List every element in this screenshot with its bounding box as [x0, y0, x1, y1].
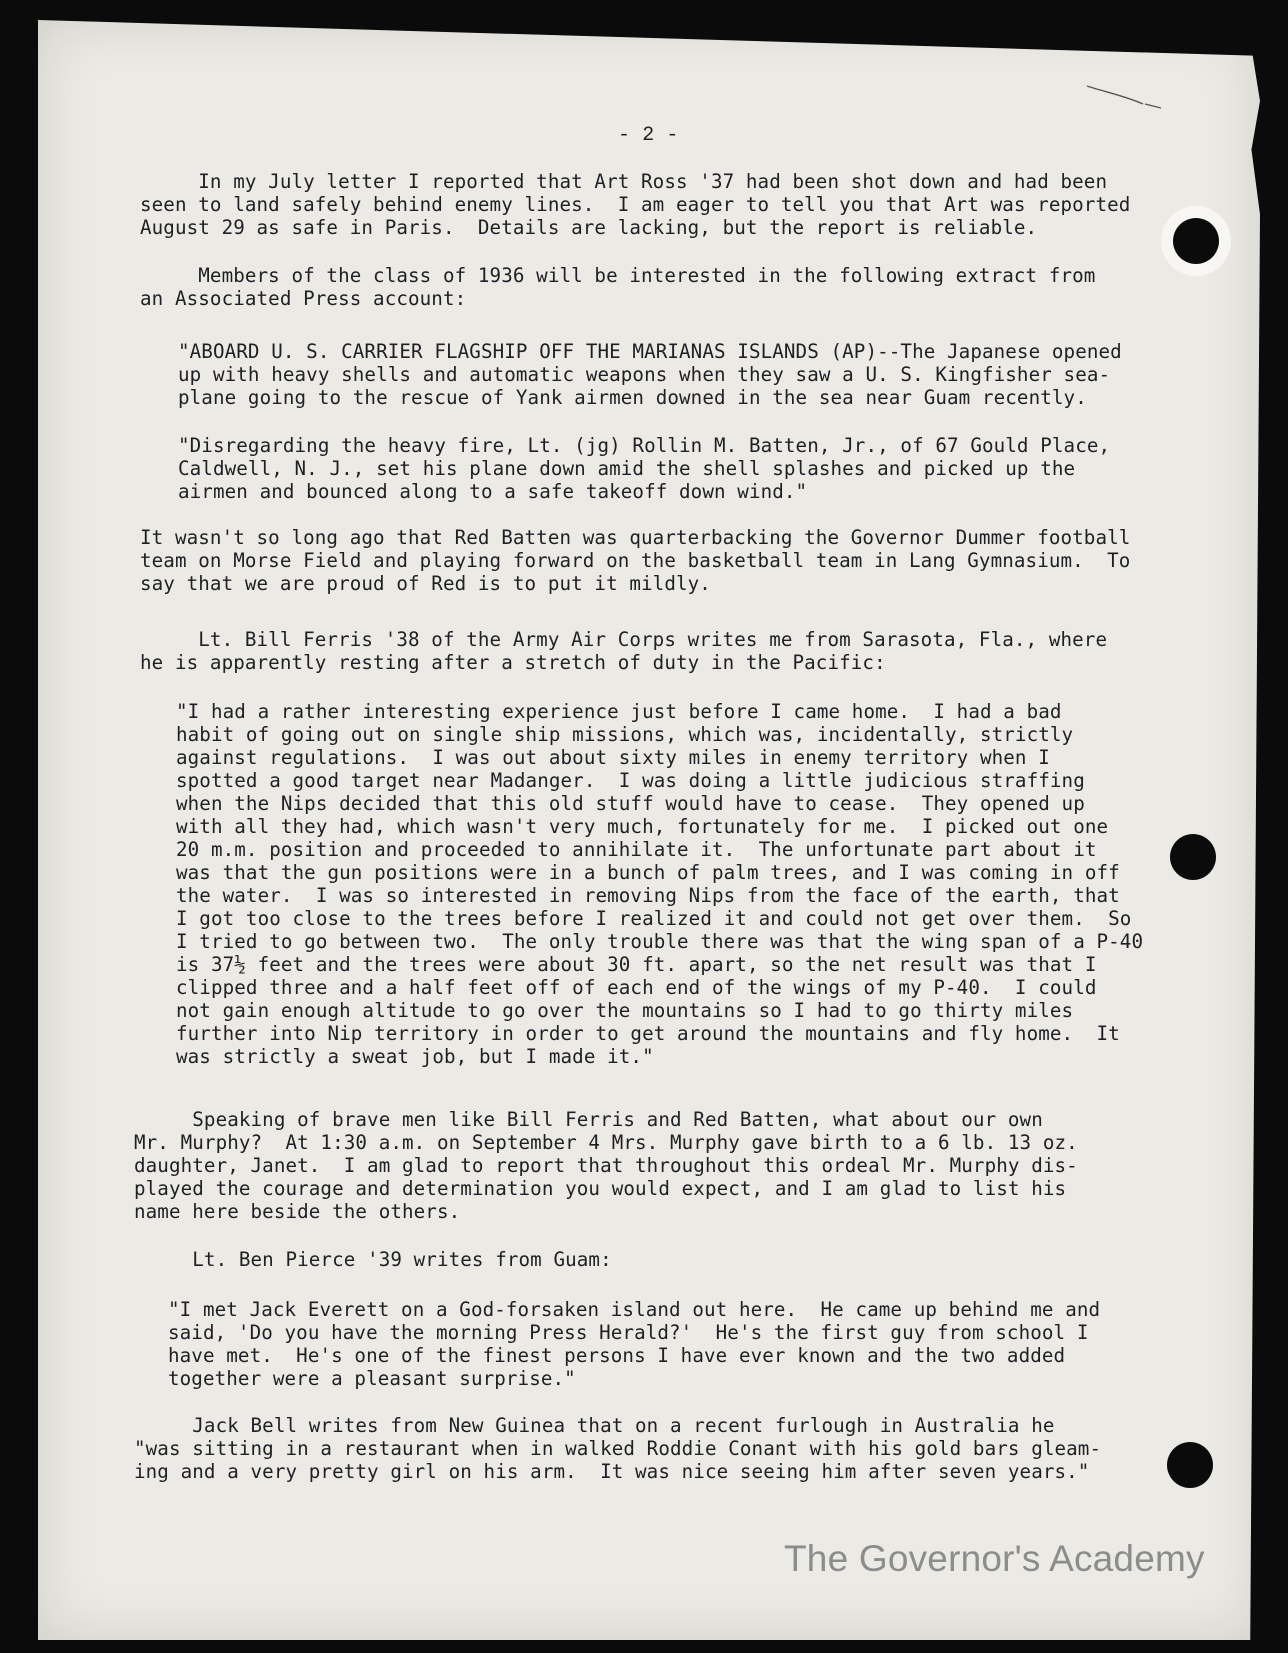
pencil-mark — [1085, 82, 1165, 112]
watermark: The Governor's Academy — [784, 1538, 1205, 1579]
paragraph-mr-murphy: Speaking of brave men like Bill Ferris and Red Batten, what about our own Mr. Murphy? At 1:30 a.m. on September 4 Mrs. Murphy gave birth to a 6 lb. 13 oz. daughter, Janet. I am glad to report that throughout this ordeal Mr. Murphy dis- played the courage and determination you would expect, and I am glad to list his name here beside the others. — [134, 1108, 1078, 1223]
quote-ben-pierce: "I met Jack Everett on a God-forsaken island out here. He came up behind me and said, 'Do you have the morning Press Herald?' He's the first guy from school I have met. He's one of the finest persons I have ever known and the two added together were a pleasant surprise." — [168, 1298, 1101, 1390]
punch-hole — [1167, 1442, 1213, 1488]
quote-batten-rescue: "Disregarding the heavy fire, Lt. (jg) Rollin M. Batten, Jr., of 67 Gould Place, Caldwell, N. J., set his plane down amid the shell splashes and picked up the airmen and bounced along to a safe takeoff down wind." — [178, 434, 1111, 503]
punch-hole — [1170, 834, 1216, 880]
quote-bill-ferris: "I had a rather interesting experience just before I came home. I had a bad habit of going out on single ship missions, which was, incidentally, strictly against regulations. I was out about sixty miles in enemy territory when I spotted a good target near Madanger. I was doing a little judicious straffing when the Nips decided that this old stuff would have to cease. They opened up with all they had, which wasn't very much, fortunately for me. I picked out one 20 m.m. position and proceeded to annihilate it. The unfortunate part about it was that the gun positions were in a bunch of palm trees, and I was coming in off the water. I was so interested in removing Nips from the face of the earth, that I got too close to the trees before I realized it and could not get over them. So I tried to go between two. The only trouble there was that the wing span of a P-40 is 37½ feet and the trees were about 30 ft. apart, so the net result was that I clipped three and a half feet off of each end of the wings of my P-40. I could not gain enough altitude to go over the mountains so I had to go thirty miles further into Nip territory in order to get around the mountains and fly home. It was strictly a sweat job, but I made it." — [176, 700, 1144, 1068]
paragraph-art-ross: In my July letter I reported that Art Ross '37 had been shot down and had been seen to land safely behind enemy lines. I am eager to tell you that Art was reported August 29 as safe in Paris. Details are lacking, but the report is reliable. — [140, 170, 1131, 239]
paragraph-red-batten: It wasn't so long ago that Red Batten was quarterbacking the Governor Dummer football team on Morse Field and playing forward on the basketball team in Lang Gymnasium. To say that we are proud of Red is to put it mildly. — [140, 526, 1131, 595]
paragraph-jack-bell: Jack Bell writes from New Guinea that on a recent furlough in Australia he "was sitting in a restaurant when in walked Roddie Conant with his gold bars gleam- ing and a very pretty girl on his arm. It was nice seeing him after seven years." — [134, 1414, 1102, 1483]
quote-ap-account: "ABOARD U. S. CARRIER FLAGSHIP OFF THE MARIANAS ISLANDS (AP)--The Japanese opened up with heavy shells and automatic weapons when they saw a U. S. Kingfisher sea- plane going to the rescue of Yank airmen downed in the sea near Guam recently. — [178, 340, 1122, 409]
paragraph-ben-pierce: Lt. Ben Pierce '39 writes from Guam: — [134, 1248, 612, 1271]
punch-hole — [1173, 218, 1219, 264]
paragraph-bill-ferris: Lt. Bill Ferris '38 of the Army Air Corps writes me from Sarasota, Fla., where he is apparently resting after a stretch of duty in the Pacific: — [140, 628, 1108, 674]
paragraph-class-1936: Members of the class of 1936 will be interested in the following extract from an Associated Press account: — [140, 264, 1096, 310]
page-number: - 2 - — [618, 124, 679, 147]
